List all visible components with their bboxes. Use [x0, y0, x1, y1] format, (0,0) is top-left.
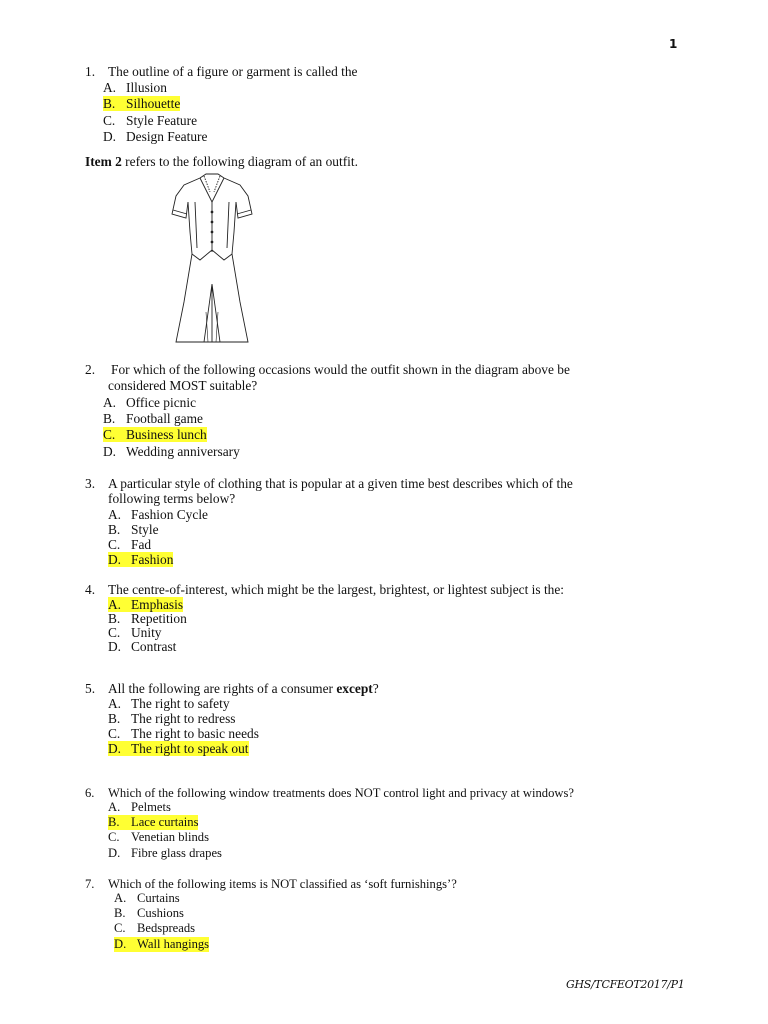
- question-text-line-1: For which of the following occasions would the outfit shown in the diagram above be: [111, 362, 570, 377]
- question-text: All the following are rights of a consumer except?: [108, 681, 379, 696]
- option-b: B. Football game: [103, 411, 203, 426]
- option-c: C. Fad: [108, 537, 152, 552]
- option-c: C. Bedspreads: [114, 921, 196, 935]
- option-a: A. The right to safety: [108, 696, 230, 711]
- option-d: D. Contrast: [108, 639, 177, 654]
- option-d-answer-highlight: D. Fashion: [108, 552, 174, 567]
- option-d-answer-highlight: D. The right to speak out: [108, 741, 249, 756]
- question-text-line-2: considered MOST suitable?: [108, 378, 258, 393]
- option-b-answer-highlight: B. Lace curtains: [108, 815, 199, 829]
- option-c: C. Unity: [108, 625, 162, 640]
- option-d: D. Fibre glass drapes: [108, 846, 222, 860]
- option-a-answer-highlight: A. Emphasis: [108, 597, 184, 612]
- question-number: 3.: [85, 476, 96, 491]
- question-text: The centre-of-interest, which might be the largest, brightest, or lightest subject is the:: [108, 582, 565, 597]
- page-number: 1: [669, 37, 678, 51]
- option-a: A. Pelmets: [108, 800, 171, 814]
- question-text-line-2: following terms below?: [108, 491, 236, 506]
- option-b: B. Repetition: [108, 611, 187, 626]
- option-b: B. Style: [108, 522, 159, 537]
- question-text: Which of the following items is NOT classified as ‘soft furnishings’?: [108, 877, 457, 891]
- footer-code: GHS/TCFEOT2017/P1: [566, 978, 685, 991]
- question-text-line-1: A particular style of clothing that is popular at a given time best describes which of the: [108, 476, 573, 491]
- question-number: 7.: [85, 877, 95, 891]
- option-d: D. Wedding anniversary: [103, 444, 240, 459]
- option-a: A. Fashion Cycle: [108, 507, 208, 522]
- question-number: 5.: [85, 681, 96, 696]
- option-c: C. The right to basic needs: [108, 726, 259, 741]
- outfit-diagram: [162, 172, 262, 347]
- option-d: D. Design Feature: [103, 129, 208, 144]
- option-d-answer-highlight: D. Wall hangings: [114, 937, 210, 951]
- option-c-answer-highlight: C. Business lunch: [103, 427, 207, 442]
- option-b-answer-highlight: B. Silhouette: [103, 96, 181, 111]
- question-number: 6.: [85, 786, 95, 800]
- question-number: 4.: [85, 582, 96, 597]
- question-text: The outline of a figure or garment is called the: [108, 64, 358, 79]
- question-text: Which of the following window treatments does NOT control light and privacy at windows?: [108, 786, 574, 800]
- option-c: C. Venetian blinds: [108, 830, 209, 844]
- option-c: C. Style Feature: [103, 113, 198, 128]
- item-2-intro: Item 2 refers to the following diagram of an outfit.: [85, 154, 358, 169]
- option-a: A. Office picnic: [103, 395, 197, 410]
- option-b: B. The right to redress: [108, 711, 236, 726]
- option-a: A. Illusion: [103, 80, 167, 95]
- option-b: B. Cushions: [114, 906, 184, 920]
- option-a: A. Curtains: [114, 891, 180, 905]
- question-number: 1.: [85, 64, 96, 79]
- question-number: 2.: [85, 362, 96, 377]
